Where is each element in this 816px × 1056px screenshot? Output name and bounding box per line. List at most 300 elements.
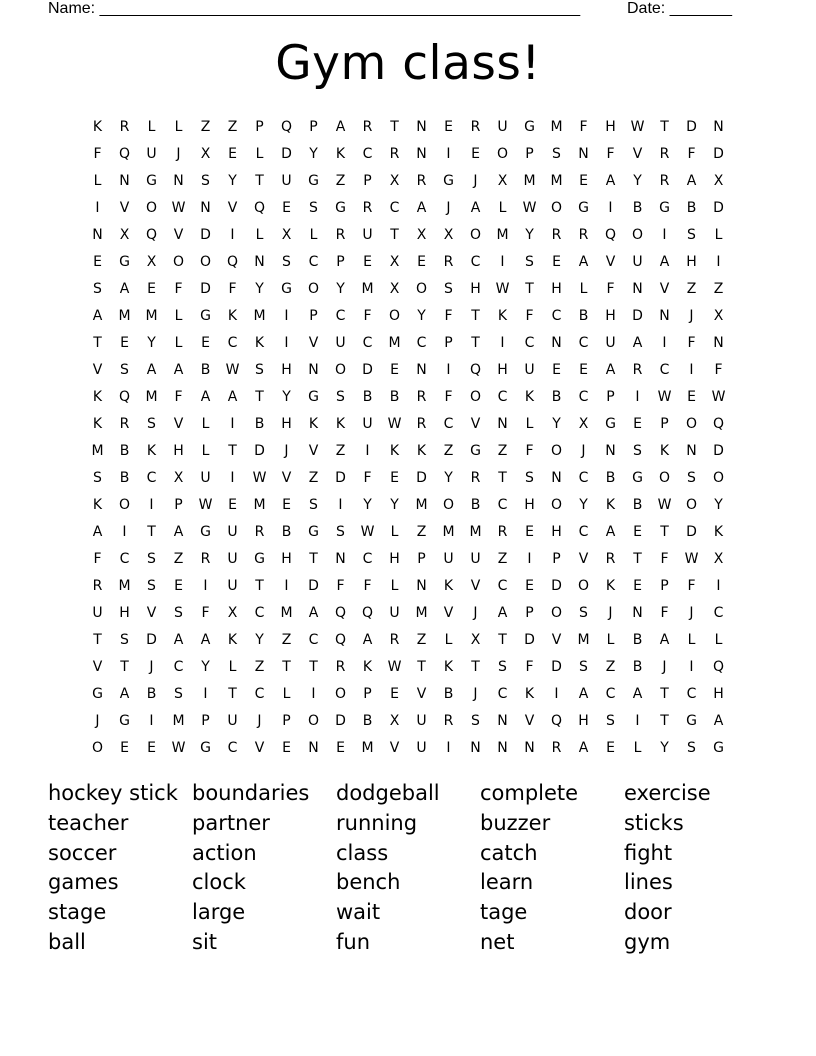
grid-letter: D — [551, 578, 562, 594]
grid-letter: C — [443, 416, 454, 432]
grid-letter: I — [662, 335, 667, 351]
grid-letter: Y — [309, 146, 318, 162]
grid-letter: P — [282, 713, 291, 729]
grid-letter: S — [120, 632, 129, 648]
grid-letter: T — [471, 659, 480, 675]
word-bank-item: sit — [192, 929, 218, 954]
grid-letter: A — [119, 686, 130, 702]
grid-letter: A — [92, 308, 103, 324]
grid-letter: I — [446, 146, 451, 162]
grid-letter: D — [146, 632, 157, 648]
grid-letter: W — [198, 497, 213, 513]
grid-letter: V — [227, 200, 238, 216]
grid-letter: B — [632, 497, 643, 513]
grid-letter: L — [633, 740, 642, 756]
grid-letter: T — [282, 659, 291, 675]
grid-letter: X — [389, 173, 400, 189]
grid-letter: I — [446, 740, 451, 756]
word-bank-item: net — [480, 929, 515, 954]
grid-letter: G — [146, 173, 157, 189]
grid-letter: H — [173, 443, 184, 459]
grid-letter: C — [497, 497, 508, 513]
grid-row — [84, 492, 732, 519]
grid-letter: L — [444, 632, 453, 648]
grid-letter: Z — [308, 470, 319, 486]
grid-letter: M — [361, 281, 374, 297]
word-bank-item: running — [336, 810, 418, 835]
grid-letter: I — [284, 578, 289, 594]
grid-letter: L — [147, 119, 156, 135]
grid-letter: Q — [712, 416, 725, 432]
grid-letter: A — [416, 200, 427, 216]
grid-letter: R — [470, 470, 481, 486]
grid-row — [84, 546, 732, 573]
grid-letter: U — [227, 578, 238, 594]
grid-letter: C — [254, 686, 265, 702]
grid-letter: R — [92, 578, 103, 594]
grid-letter: Z — [416, 632, 427, 648]
word-bank-item: boundaries — [192, 781, 310, 805]
grid-letter: S — [552, 146, 561, 162]
word-bank-item: learn — [480, 870, 534, 895]
grid-letter: A — [605, 524, 616, 540]
grid-letter: E — [579, 173, 588, 189]
grid-letter: H — [281, 416, 292, 432]
word-bank-item: dodgeball — [336, 781, 440, 805]
grid-letter: G — [119, 713, 130, 729]
grid-letter: C — [146, 470, 157, 486]
grid-letter: V — [92, 659, 103, 675]
grid-row — [84, 573, 732, 600]
grid-letter: U — [92, 605, 103, 621]
grid-letter: Y — [714, 497, 723, 513]
grid-letter: X — [227, 605, 238, 621]
grid-letter: V — [389, 740, 400, 756]
word-bank-item: door — [624, 900, 672, 925]
grid-letter: S — [444, 281, 453, 297]
grid-letter: N — [551, 470, 562, 486]
grid-letter: G — [308, 524, 319, 540]
grid-row — [84, 627, 732, 654]
grid-letter: G — [335, 200, 346, 216]
grid-row — [84, 708, 732, 735]
grid-letter: T — [498, 470, 507, 486]
grid-letter: I — [500, 335, 505, 351]
grid-letter: N — [416, 578, 427, 594]
grid-letter: S — [147, 551, 156, 567]
grid-letter: P — [201, 713, 210, 729]
grid-letter: J — [689, 308, 694, 324]
grid-letter: C — [389, 200, 400, 216]
grid-letter: R — [632, 362, 643, 378]
grid-letter: Y — [255, 281, 264, 297]
grid-letter: E — [120, 335, 129, 351]
grid-letter: P — [174, 497, 183, 513]
grid-letter: M — [253, 308, 266, 324]
grid-letter: K — [605, 497, 616, 513]
grid-letter: Y — [228, 173, 237, 189]
grid-letter: Q — [712, 659, 725, 675]
grid-row — [84, 168, 732, 195]
grid-letter: S — [174, 605, 183, 621]
grid-letter: U — [200, 470, 211, 486]
grid-letter: W — [171, 740, 186, 756]
grid-letter: D — [281, 146, 292, 162]
grid-letter: G — [200, 524, 211, 540]
grid-letter: E — [390, 362, 399, 378]
grid-letter: U — [362, 416, 373, 432]
grid-letter: D — [362, 362, 373, 378]
grid-letter: S — [633, 443, 642, 459]
grid-letter: W — [684, 551, 699, 567]
grid-letter: R — [497, 524, 508, 540]
grid-letter: C — [605, 686, 616, 702]
grid-letter: E — [336, 740, 345, 756]
grid-letter: F — [174, 281, 183, 297]
grid-letter: A — [200, 389, 211, 405]
grid-row — [84, 195, 732, 222]
grid-letter: T — [525, 281, 534, 297]
grid-letter: A — [200, 632, 211, 648]
grid-letter: A — [119, 281, 130, 297]
grid-letter: G — [308, 389, 319, 405]
header-line — [48, 0, 748, 20]
grid-letter: E — [174, 578, 183, 594]
grid-letter: Z — [497, 551, 508, 567]
grid-letter: S — [336, 524, 345, 540]
grid-letter: K — [443, 578, 454, 594]
grid-letter: B — [605, 470, 616, 486]
grid-letter: D — [551, 659, 562, 675]
grid-letter: S — [471, 713, 480, 729]
grid-letter: K — [713, 524, 724, 540]
grid-row — [84, 222, 732, 249]
grid-letter: Q — [118, 389, 131, 405]
grid-row — [84, 114, 732, 141]
grid-row — [84, 465, 732, 492]
grid-letter: B — [632, 659, 643, 675]
grid-letter: S — [147, 416, 156, 432]
grid-letter: J — [581, 443, 586, 459]
grid-letter: F — [363, 578, 372, 594]
word-bank-item: ball — [48, 929, 86, 954]
grid-letter: N — [686, 443, 697, 459]
grid-letter: Q — [334, 605, 347, 621]
grid-letter: A — [173, 632, 184, 648]
grid-letter: U — [416, 713, 427, 729]
grid-row — [84, 519, 732, 546]
grid-row — [84, 303, 732, 330]
grid-letter: Q — [469, 362, 482, 378]
grid-letter: B — [362, 389, 373, 405]
grid-letter: T — [255, 389, 264, 405]
grid-letter: Z — [443, 443, 454, 459]
grid-letter: A — [497, 605, 508, 621]
grid-letter: Q — [226, 254, 239, 270]
grid-letter: M — [550, 173, 563, 189]
grid-letter: R — [659, 173, 670, 189]
grid-letter: K — [308, 416, 319, 432]
grid-letter: J — [662, 659, 667, 675]
grid-letter: V — [146, 605, 157, 621]
grid-letter: W — [657, 497, 672, 513]
grid-letter: O — [550, 443, 563, 459]
grid-letter: Y — [633, 173, 642, 189]
grid-letter: O — [334, 686, 347, 702]
grid-letter: F — [363, 308, 372, 324]
grid-letter: C — [335, 308, 346, 324]
grid-letter: L — [309, 227, 318, 243]
grid-letter: V — [92, 362, 103, 378]
grid-letter: C — [578, 335, 589, 351]
grid-letter: L — [255, 227, 264, 243]
grid-letter: X — [389, 713, 400, 729]
grid-letter: E — [552, 362, 561, 378]
grid-letter: B — [119, 443, 130, 459]
grid-letter: C — [497, 389, 508, 405]
grid-letter: K — [92, 416, 103, 432]
grid-letter: O — [685, 416, 698, 432]
grid-letter: A — [173, 362, 184, 378]
grid-letter: T — [633, 551, 642, 567]
grid-letter: G — [254, 551, 265, 567]
grid-letter: A — [578, 740, 589, 756]
grid-letter: U — [524, 362, 535, 378]
grid-letter: V — [308, 335, 319, 351]
grid-letter: F — [201, 605, 210, 621]
grid-letter: V — [551, 632, 562, 648]
grid-letter: J — [176, 146, 181, 162]
grid-letter: Y — [390, 497, 399, 513]
grid-letter: E — [579, 362, 588, 378]
grid-letter: A — [578, 686, 589, 702]
grid-letter: U — [362, 227, 373, 243]
grid-letter: K — [389, 443, 400, 459]
grid-letter: W — [225, 362, 240, 378]
grid-letter: L — [687, 632, 696, 648]
grid-letter: U — [416, 740, 427, 756]
grid-letter: I — [716, 254, 721, 270]
grid-letter: M — [577, 632, 590, 648]
grid-letter: A — [308, 605, 319, 621]
grid-letter: T — [390, 227, 399, 243]
grid-letter: Y — [201, 659, 210, 675]
grid-letter: K — [92, 389, 103, 405]
grid-letter: Z — [335, 173, 346, 189]
grid-letter: Q — [550, 713, 563, 729]
grid-letter: G — [524, 119, 535, 135]
grid-letter: I — [662, 227, 667, 243]
grid-letter: G — [200, 308, 211, 324]
grid-letter: D — [200, 281, 211, 297]
grid-letter: M — [388, 335, 401, 351]
grid-letter: E — [147, 281, 156, 297]
grid-letter: E — [633, 524, 642, 540]
grid-letter: Y — [147, 335, 156, 351]
grid-letter: O — [550, 605, 563, 621]
grid-letter: I — [149, 713, 154, 729]
grid-letter: I — [230, 416, 235, 432]
grid-letter: W — [657, 389, 672, 405]
grid-letter: X — [497, 173, 508, 189]
grid-letter: C — [362, 335, 373, 351]
grid-letter: A — [362, 632, 373, 648]
grid-letter: T — [93, 632, 102, 648]
grid-letter: I — [608, 200, 613, 216]
grid-letter: E — [228, 146, 237, 162]
word-bank-item: action — [192, 840, 257, 865]
grid-letter: T — [228, 443, 237, 459]
grid-letter: F — [174, 389, 183, 405]
grid-letter: V — [416, 686, 427, 702]
word-bank-item: exercise — [624, 781, 711, 805]
date-field-label: Date: _______ — [627, 0, 732, 17]
grid-letter: S — [687, 470, 696, 486]
grid-letter: Z — [416, 524, 427, 540]
word-bank-item: stage — [48, 900, 107, 925]
word-bank-item: tage — [480, 900, 528, 925]
grid-letter: L — [201, 416, 210, 432]
grid-letter: B — [281, 524, 292, 540]
grid-letter: D — [524, 632, 535, 648]
grid-letter: X — [470, 632, 481, 648]
grid-letter: B — [632, 632, 643, 648]
grid-letter: C — [308, 632, 319, 648]
grid-letter: K — [416, 443, 427, 459]
grid-letter: M — [145, 389, 158, 405]
grid-letter: N — [470, 740, 481, 756]
word-bank-item: clock — [192, 870, 246, 895]
grid-letter: X — [389, 254, 400, 270]
grid-letter: E — [687, 389, 696, 405]
grid-letter: L — [174, 308, 183, 324]
grid-letter: P — [660, 416, 669, 432]
grid-letter: L — [174, 335, 183, 351]
grid-letter: Y — [417, 308, 426, 324]
grid-letter: O — [172, 254, 185, 270]
grid-letter: U — [227, 524, 238, 540]
grid-letter: D — [200, 227, 211, 243]
grid-letter: Y — [282, 389, 291, 405]
grid-letter: C — [416, 335, 427, 351]
grid-letter: R — [389, 632, 400, 648]
grid-letter: S — [687, 227, 696, 243]
grid-letter: N — [578, 146, 589, 162]
grid-letter: U — [497, 119, 508, 135]
grid-letter: E — [525, 524, 534, 540]
grid-letter: I — [230, 227, 235, 243]
grid-letter: N — [551, 335, 562, 351]
grid-letter: R — [551, 227, 562, 243]
grid-letter: V — [173, 416, 184, 432]
grid-letter: K — [443, 659, 454, 675]
grid-letter: F — [228, 281, 237, 297]
grid-letter: F — [687, 578, 696, 594]
grid-letter: H — [119, 605, 130, 621]
grid-letter: W — [171, 200, 186, 216]
grid-letter: C — [173, 659, 184, 675]
grid-letter: L — [390, 578, 399, 594]
grid-letter: D — [308, 578, 319, 594]
grid-letter: K — [524, 686, 535, 702]
grid-row — [84, 249, 732, 276]
grid-letter: O — [469, 227, 482, 243]
grid-letter: R — [335, 227, 346, 243]
grid-letter: C — [524, 335, 535, 351]
grid-letter: D — [254, 443, 265, 459]
grid-letter: G — [686, 713, 697, 729]
grid-letter: T — [498, 632, 507, 648]
grid-letter: Y — [336, 281, 345, 297]
grid-letter: T — [255, 173, 264, 189]
grid-letter: E — [93, 254, 102, 270]
grid-letter: E — [417, 254, 426, 270]
grid-letter: Q — [361, 605, 374, 621]
grid-letter: P — [552, 551, 561, 567]
grid-row — [84, 276, 732, 303]
grid-letter: C — [308, 254, 319, 270]
grid-letter: V — [632, 146, 643, 162]
grid-letter: H — [605, 119, 616, 135]
grid-letter: L — [525, 416, 534, 432]
grid-letter: L — [714, 632, 723, 648]
grid-letter: D — [713, 443, 724, 459]
grid-letter: P — [444, 335, 453, 351]
grid-letter: O — [550, 200, 563, 216]
page-title: Gym class! — [275, 36, 541, 91]
grid-letter: D — [713, 146, 724, 162]
grid-letter: K — [227, 308, 238, 324]
grid-letter: H — [605, 308, 616, 324]
grid-letter: W — [360, 524, 375, 540]
grid-letter: U — [335, 335, 346, 351]
grid-letter: R — [416, 173, 427, 189]
grid-letter: I — [122, 524, 127, 540]
grid-letter: L — [714, 227, 723, 243]
grid-letter: T — [390, 119, 399, 135]
grid-letter: B — [686, 200, 697, 216]
grid-letter: G — [281, 281, 292, 297]
grid-letter: I — [203, 686, 208, 702]
grid-letter: Q — [118, 146, 131, 162]
grid-letter: G — [443, 173, 454, 189]
grid-letter: H — [551, 281, 562, 297]
grid-letter: P — [309, 119, 318, 135]
grid-letter: F — [687, 146, 696, 162]
grid-letter: O — [145, 200, 158, 216]
grid-letter: Z — [200, 119, 211, 135]
grid-letter: K — [254, 335, 265, 351]
grid-letter: G — [92, 686, 103, 702]
grid-letter: J — [473, 173, 478, 189]
grid-letter: S — [606, 713, 615, 729]
grid-letter: U — [227, 713, 238, 729]
grid-letter: O — [388, 308, 401, 324]
grid-letter: H — [686, 254, 697, 270]
word-bank-item: partner — [192, 810, 270, 835]
grid-letter: S — [93, 281, 102, 297]
grid-letter: N — [92, 227, 103, 243]
grid-letter: C — [497, 686, 508, 702]
grid-letter: V — [119, 200, 130, 216]
grid-letter: H — [551, 524, 562, 540]
grid-letter: P — [255, 119, 264, 135]
name-field-label: Name: ______________________________________________________ — [48, 0, 581, 17]
grid-letter: O — [415, 281, 428, 297]
grid-letter: G — [470, 443, 481, 459]
grid-letter: X — [578, 416, 589, 432]
grid-letter: V — [578, 551, 589, 567]
